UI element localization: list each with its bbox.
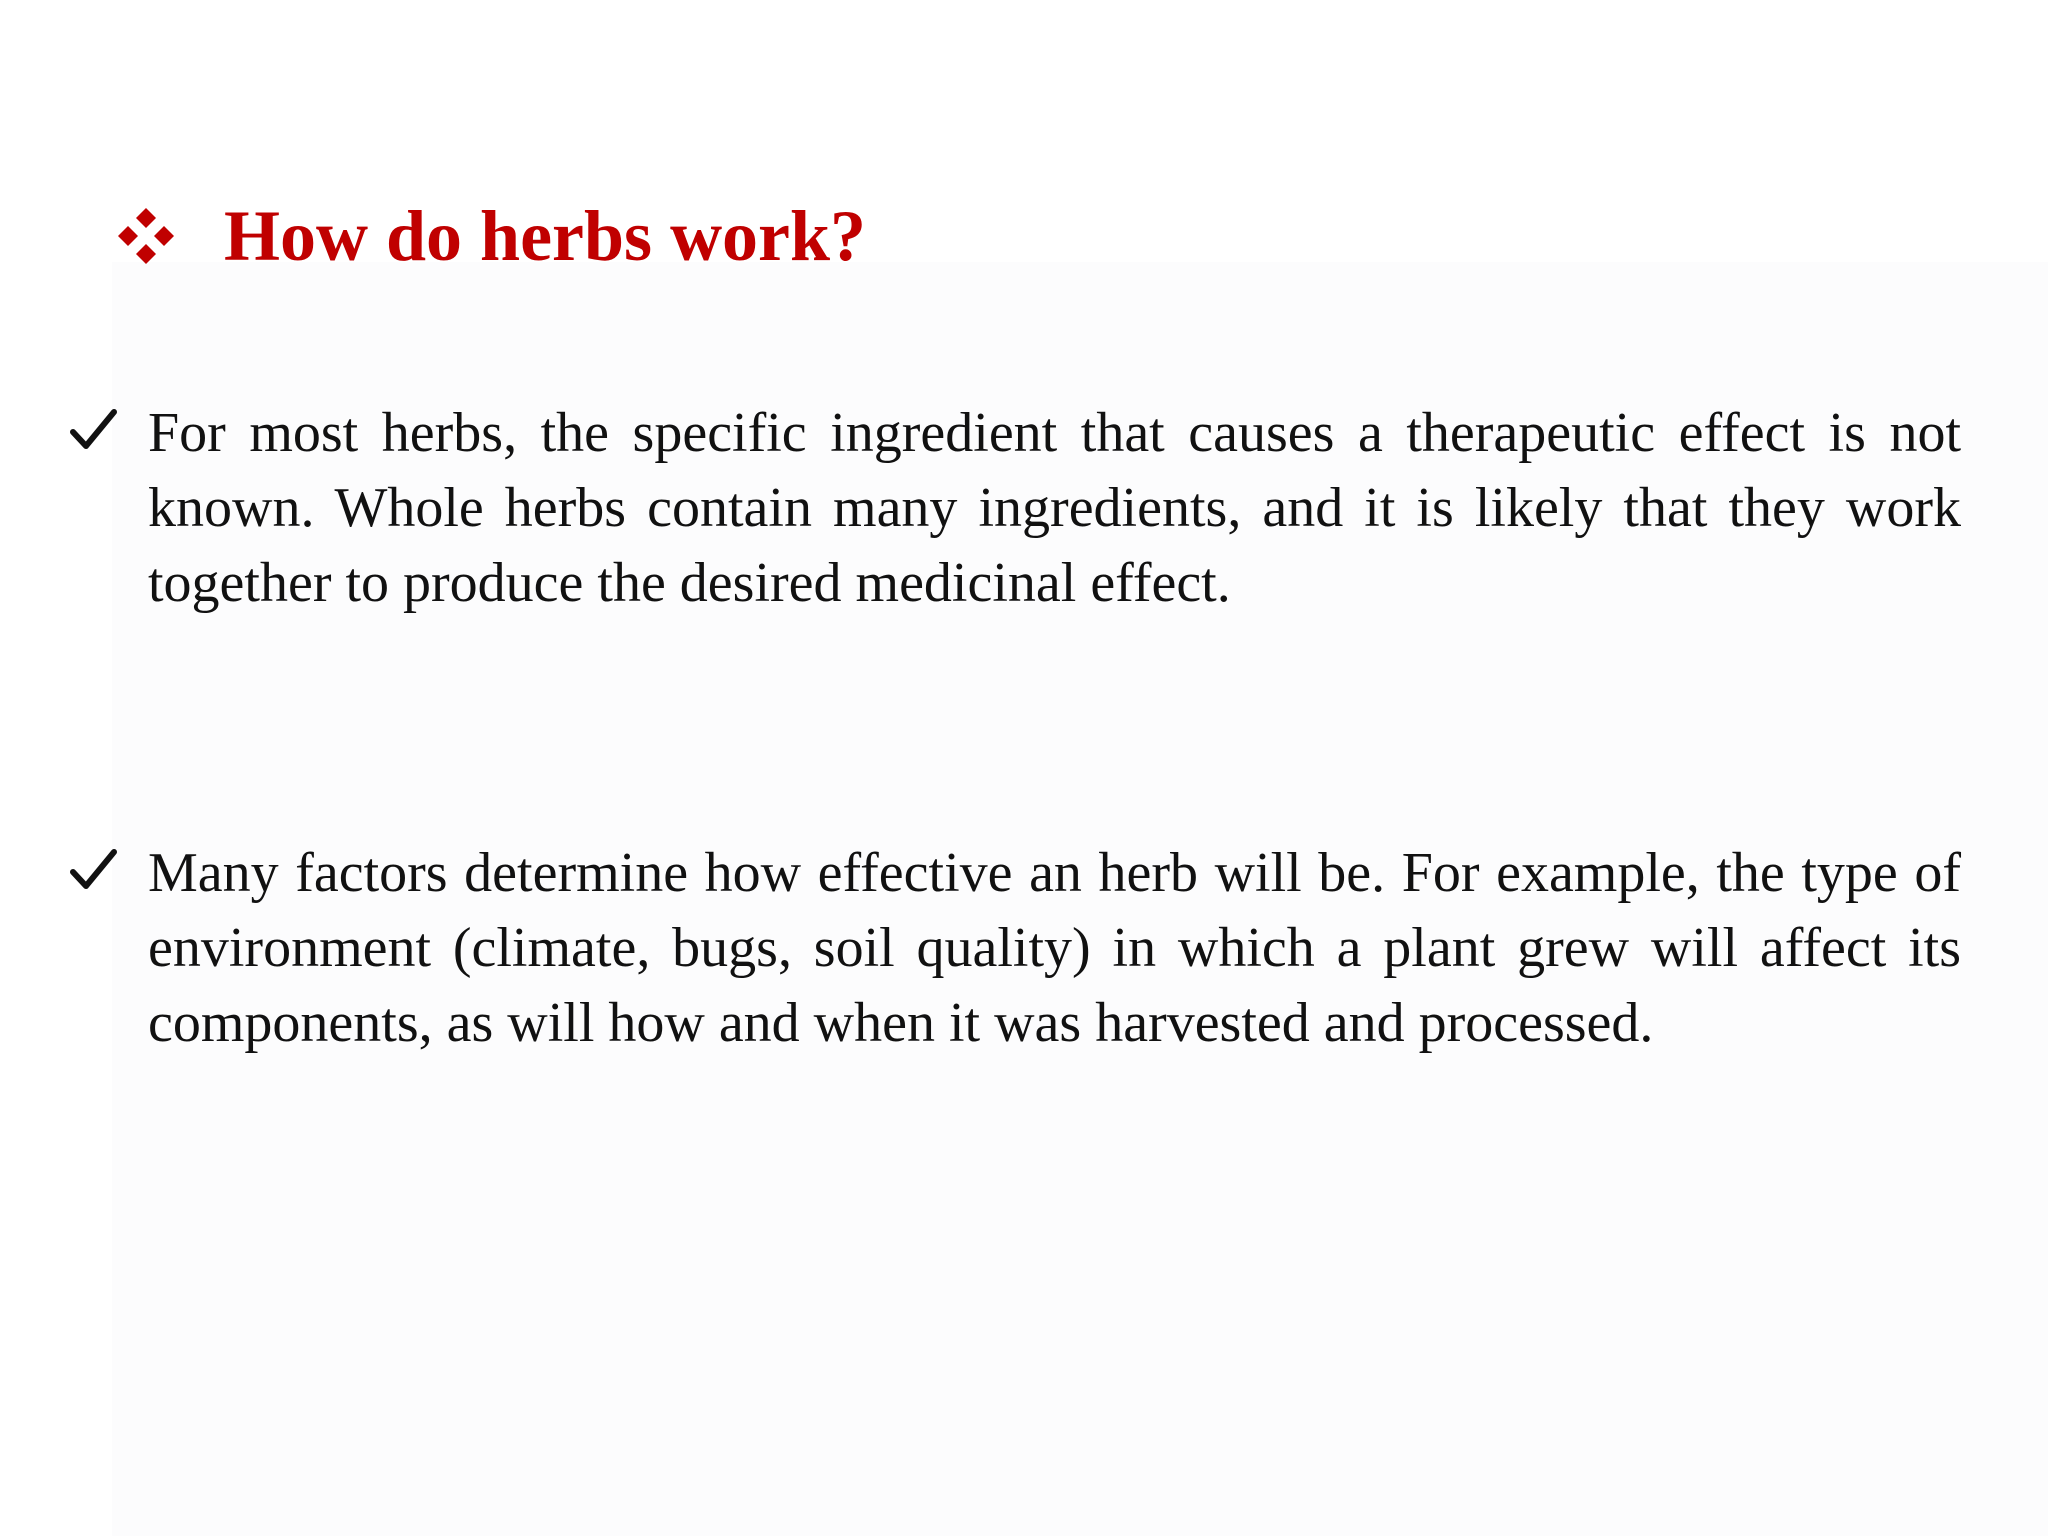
- diamond-bullet-icon: [114, 204, 178, 268]
- checkmark-icon: [68, 844, 120, 896]
- title-row: [114, 186, 866, 286]
- bullet-item: [68, 396, 1968, 621]
- slide-title: How do herbs work?: [224, 196, 867, 276]
- bullet-text: Many factors determine how effective an herb will be. For example, the type of environment (climate, bugs, soil quality) in which a plant grew will affect its components, as will how and when it was harvested and processed.: [148, 842, 1961, 1054]
- bullet-item: [68, 836, 1968, 1061]
- bullet-text: For most herbs, the specific ingredient that causes a therapeutic effect is not known. Whole herbs contain many ingredients, and it is likely that they work together to produce the desired medicinal effect.: [148, 402, 1961, 614]
- checkmark-icon: [68, 404, 120, 456]
